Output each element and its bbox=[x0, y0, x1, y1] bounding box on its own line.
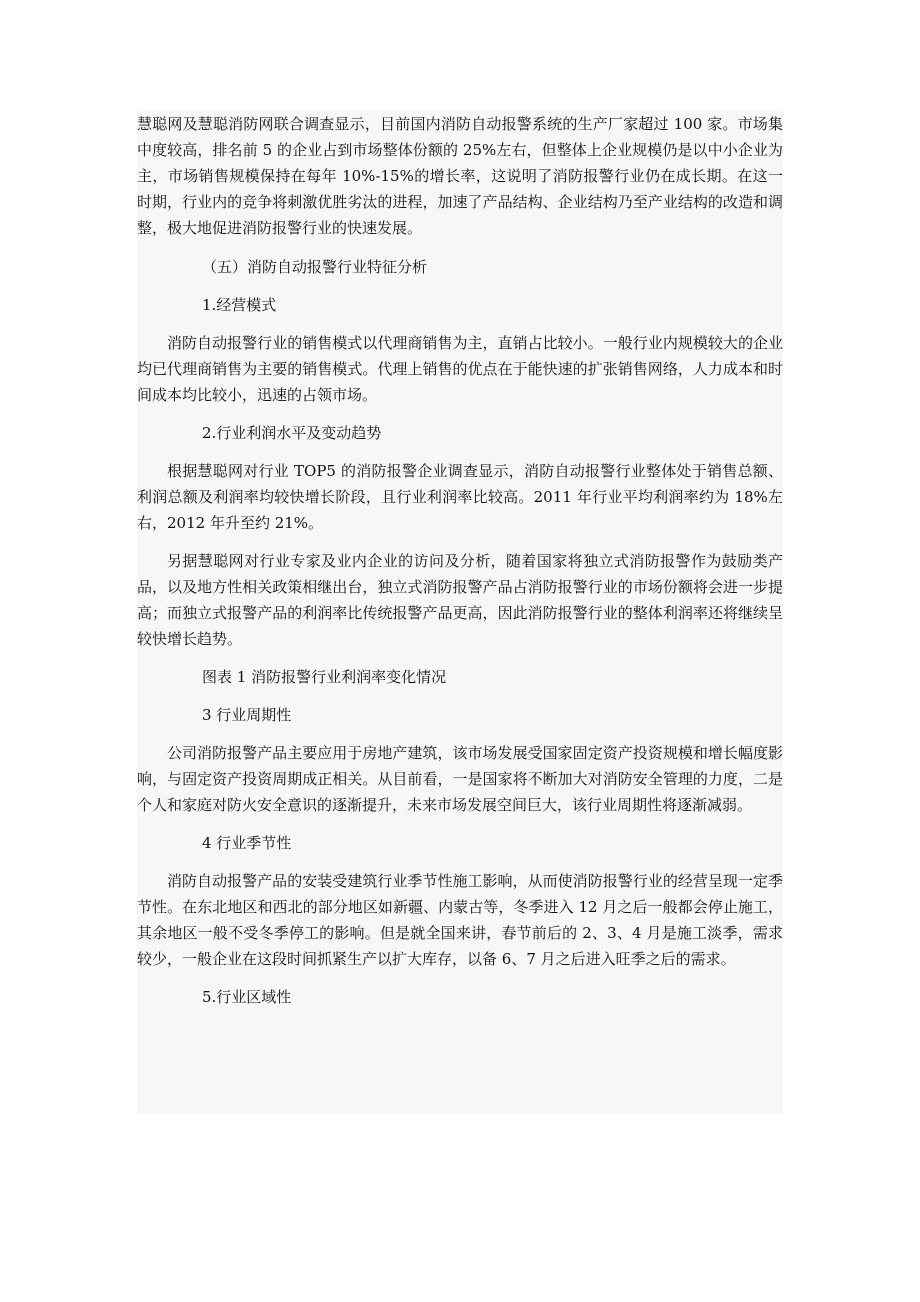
subheading-seasonality: 4 行业季节性 bbox=[202, 834, 292, 852]
subheading-cyclicality: 3 行业周期性 bbox=[202, 706, 292, 724]
subheading-profit-level: 2.行业利润水平及变动趋势 bbox=[202, 424, 382, 442]
paragraph-business-model: 消防自动报警行业的销售模式以代理商销售为主，直销占比较小。一般行业内规模较大的企业均已代理商销售为主要的销售模式。代理上销售的优点在于能快速的扩张销售网络，人力成本和时间成本均比较小，迅速的占领市场。 bbox=[137, 334, 783, 404]
paragraph-profit-survey: 根据慧聪网对行业 TOP5 的消防报警企业调查显示，消防自动报警行业整体处于销售总额、利润总额及利润率均较快增长阶段，且行业利润率比较高。2011 年行业平均利润率约为 18%左右，2012 年升至约 21%。 bbox=[137, 462, 783, 532]
figure-caption: 图表 1 消防报警行业利润率变化情况 bbox=[202, 668, 447, 686]
paragraph-cyclicality: 公司消防报警产品主要应用于房地产建筑，该市场发展受国家固定资产投资规模和增长幅度影响，与固定资产投资周期成正相关。从目前看，一是国家将不断加大对消防安全管理的力度，二是个人和家庭对防火安全意识的逐渐提升，未来市场发展空间巨大，该行业周期性将逐渐减弱。 bbox=[137, 744, 783, 814]
subheading-business-model: 1.经营模式 bbox=[202, 296, 277, 314]
paragraph-market-survey: 慧聪网及慧聪消防网联合调查显示，目前国内消防自动报警系统的生产厂家超过 100 家。市场集中度较高，排名前 5 的企业占到市场整体份额的 25%左右，但整体上企业规模仍是以中小企业为主，市场销售规模保持在每年 10%-15%的增长率，这说明了消防报警行业仍在成长期。在这一时期，行业内的竞争将刺激优胜劣汰的进程，加速了产品结构、企业结构乃至产业结构的改造和调整，极大地促进消防报警行业的快速发展。 bbox=[137, 115, 783, 237]
document-body bbox=[137, 111, 783, 1010]
subheading-regionality: 5.行业区域性 bbox=[202, 988, 292, 1006]
section-heading-industry-features: （五）消防自动报警行业特征分析 bbox=[202, 258, 428, 276]
paragraph-profit-trend: 另据慧聪网对行业专家及业内企业的访问及分析，随着国家将独立式消防报警作为鼓励类产品，以及地方性相关政策相继出台，独立式消防报警产品占消防报警行业的市场份额将会进一步提高；而独立式报警产品的利润率比传统报警产品更高，因此消防报警行业的整体利润率还将继续呈较快增长趋势。 bbox=[137, 552, 783, 648]
paragraph-seasonality: 消防自动报警产品的安装受建筑行业季节性施工影响，从而使消防报警行业的经营呈现一定季节性。在东北地区和西北的部分地区如新疆、内蒙古等，冬季进入 12 月之后一般都会停止施工，其余地区一般不受冬季停工的影响。但是就全国来讲，春节前后的 2、3、4 月是施工淡季，需求较少，一般企业在这段时间抓紧生产以扩大库存，以备 6、7 月之后进入旺季之后的需求。 bbox=[137, 872, 783, 968]
